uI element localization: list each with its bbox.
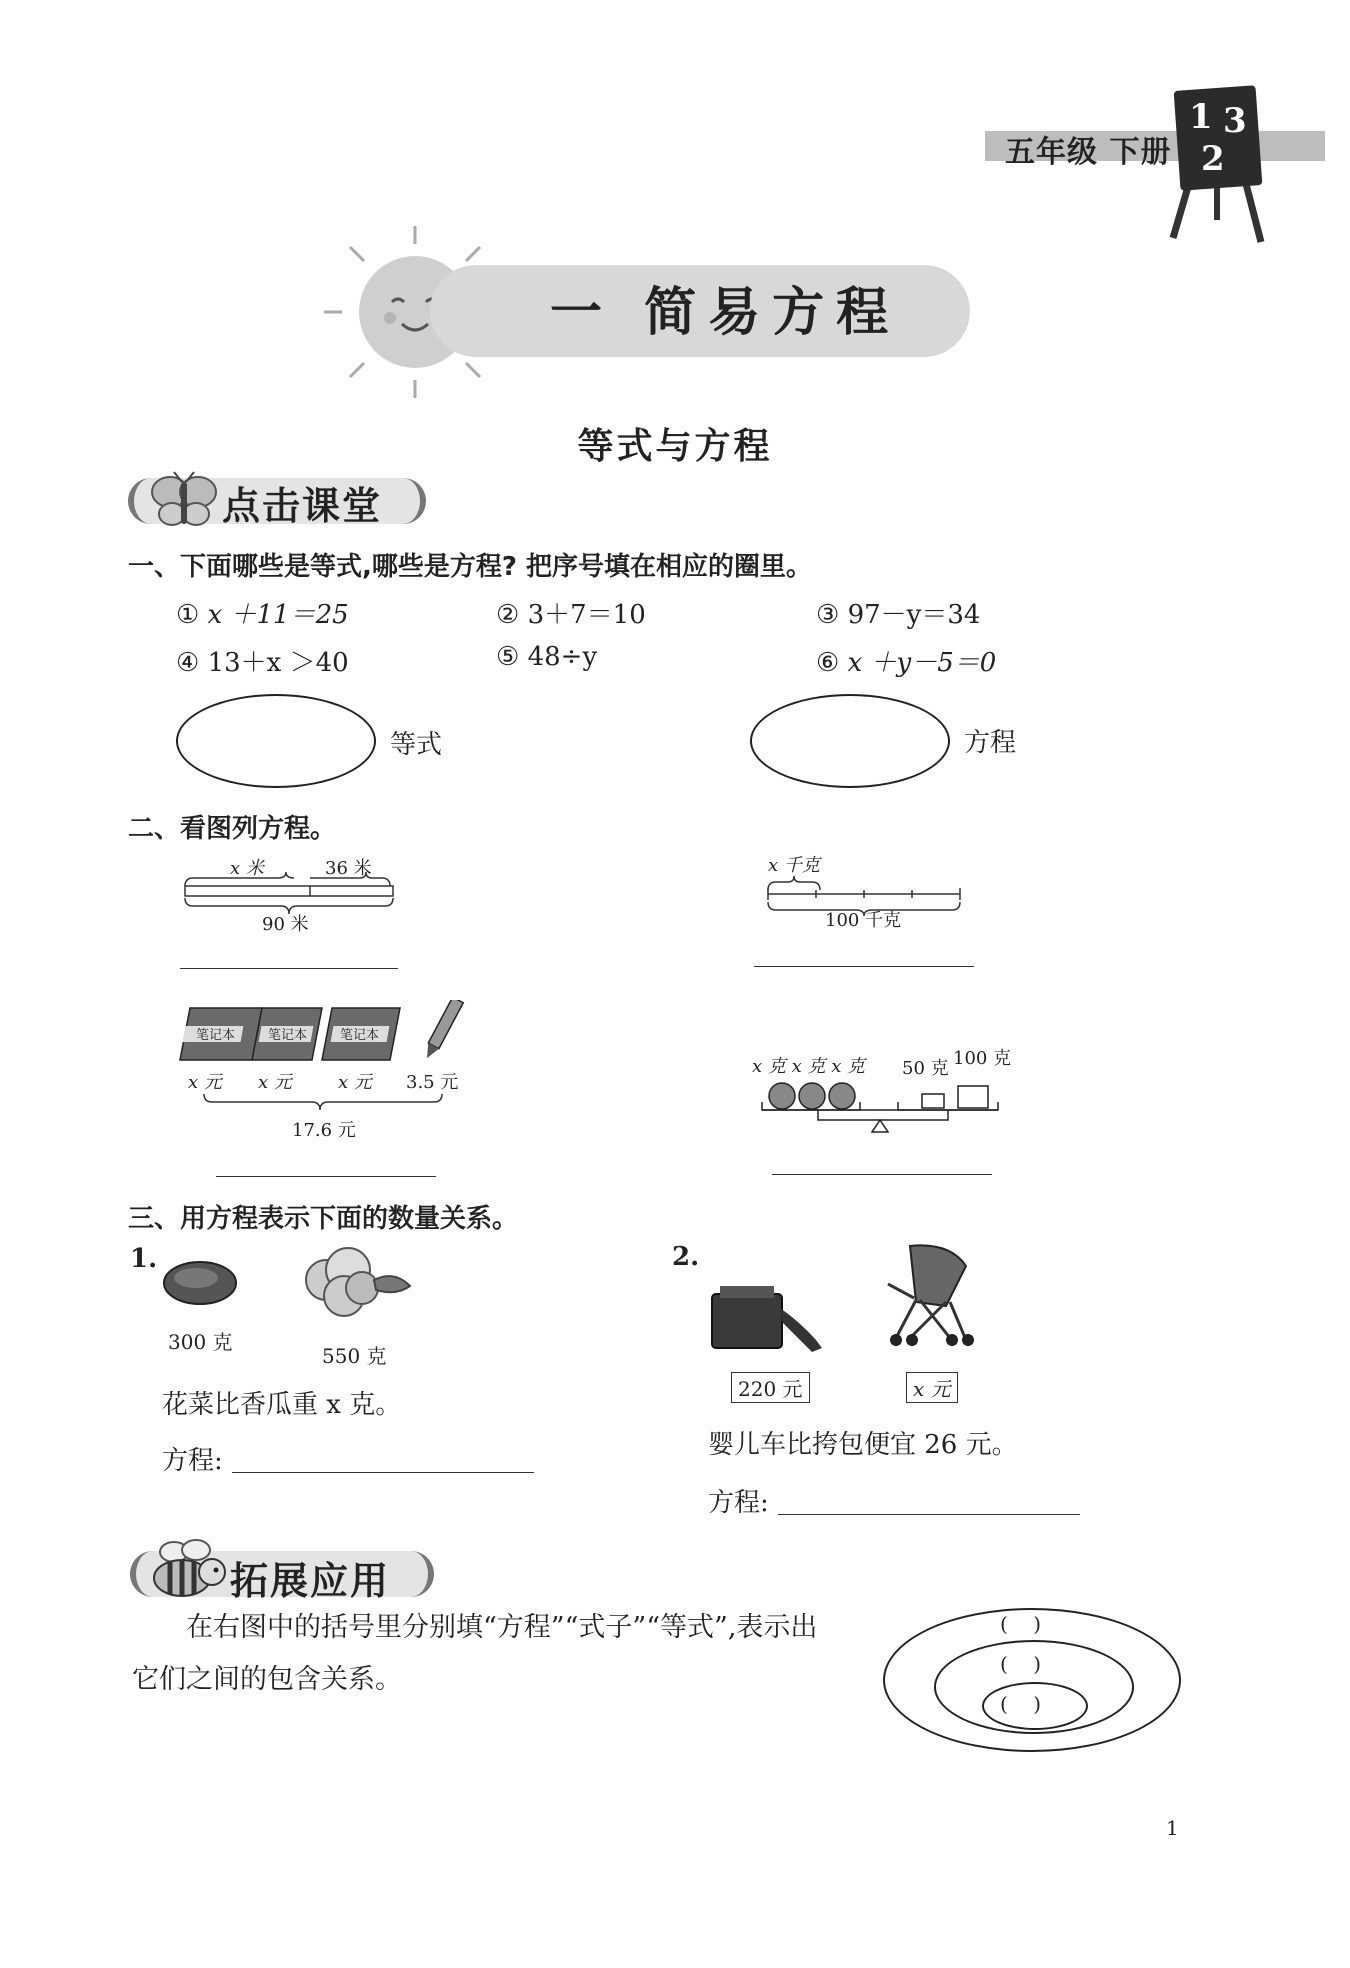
question-number: 1. — [130, 1244, 158, 1274]
weight-label: x 克 x 克 x 克 — [752, 1056, 866, 1077]
butterfly-icon — [148, 470, 220, 532]
expr-item: ③ 97－y＝34 — [816, 600, 981, 630]
notebook-label: 笔记本 — [196, 1028, 236, 1043]
board-digit: 2 — [1201, 139, 1225, 179]
segment-label: x 米 — [230, 858, 264, 879]
weight-label: 300 克 — [168, 1330, 233, 1354]
answer-line[interactable] — [232, 1472, 534, 1473]
total-label: 100 千克 — [825, 910, 902, 931]
melon-image — [160, 1258, 240, 1308]
expr-item: ⑥ x ＋y－5＝0 — [816, 648, 997, 678]
answer-line[interactable] — [180, 968, 398, 969]
expr-item: ① x ＋11＝25 — [176, 600, 349, 630]
equation-label: 方程 — [964, 728, 1017, 758]
price-tag: 220 元 — [731, 1372, 810, 1403]
notebook-label: 笔记本 — [268, 1028, 308, 1043]
bee-icon — [140, 1536, 232, 1606]
price-label: x 元 — [258, 1072, 292, 1093]
total-label: 17.6 元 — [292, 1120, 356, 1141]
price-label: x 元 — [188, 1072, 222, 1093]
equality-label: 等式 — [390, 730, 443, 760]
chapter-title: 一 简易方程 — [550, 283, 901, 343]
board-digit: 3 — [1223, 101, 1247, 141]
price-label: 3.5 元 — [406, 1072, 459, 1093]
section-tag-label: 点击课堂 — [222, 484, 383, 528]
section-tag-label: 拓展应用 — [230, 1559, 391, 1603]
question-text: 花菜比香瓜重 x 克。 — [162, 1390, 402, 1420]
equality-ellipse[interactable] — [176, 694, 376, 788]
lesson-title: 等式与方程 — [577, 426, 773, 467]
cauliflower-image — [296, 1240, 416, 1324]
answer-paren[interactable]: ( ) — [1000, 1612, 1042, 1636]
answer-line[interactable] — [778, 1514, 1080, 1515]
board-digit: 1 — [1189, 97, 1213, 137]
segment-label: 36 米 — [325, 858, 372, 879]
price-label: x 元 — [338, 1072, 372, 1093]
equation-ellipse[interactable] — [750, 694, 950, 788]
expr-item: ⑤ 48÷y — [496, 642, 598, 672]
balance-scale-illustration — [758, 1072, 1008, 1138]
extension-text — [132, 1602, 852, 1706]
bag-image — [706, 1280, 826, 1360]
expr-item: ④ 13＋x ＞40 — [176, 648, 349, 678]
segment-label: x 千克 — [768, 855, 820, 876]
answer-paren[interactable]: ( ) — [1000, 1692, 1042, 1716]
extension-text-line: 它们之间的包含关系。 — [132, 1664, 402, 1695]
total-brace — [200, 1092, 450, 1114]
answer-paren[interactable]: ( ) — [1000, 1652, 1042, 1676]
total-label: 90 米 — [262, 914, 309, 935]
section2-heading: 二、看图列方程。 — [128, 814, 337, 844]
price-tag: x 元 — [906, 1372, 958, 1403]
section1-heading: 一、下面哪些是等式,哪些是方程? 把序号填在相应的圈里。 — [128, 552, 813, 582]
extension-text-line: 在右图中的括号里分别填“方程”“式子”“等式”,表示出 — [186, 1612, 818, 1643]
answer-label: 方程: — [708, 1488, 769, 1518]
answer-line[interactable] — [216, 1176, 436, 1177]
stroller-image — [880, 1240, 980, 1350]
weight-label: 550 克 — [322, 1344, 387, 1368]
grade-label: 五年级 下册 — [1005, 135, 1172, 170]
answer-label: 方程: — [162, 1446, 223, 1476]
question-number: 2. — [672, 1242, 700, 1272]
expr-item: ② 3＋7＝10 — [496, 600, 646, 630]
question-text: 婴儿车比挎包便宜 26 元。 — [708, 1430, 1018, 1460]
weight-label: 50 克 — [902, 1058, 949, 1079]
answer-line[interactable] — [754, 966, 974, 967]
weight-label: 100 克 — [953, 1048, 1012, 1069]
answer-line[interactable] — [772, 1174, 992, 1175]
page-number: 1 — [1166, 1816, 1179, 1840]
section3-heading: 三、用方程表示下面的数量关系。 — [128, 1204, 519, 1234]
chalkboard-icon — [1165, 80, 1275, 250]
notebook-label: 笔记本 — [340, 1028, 380, 1043]
